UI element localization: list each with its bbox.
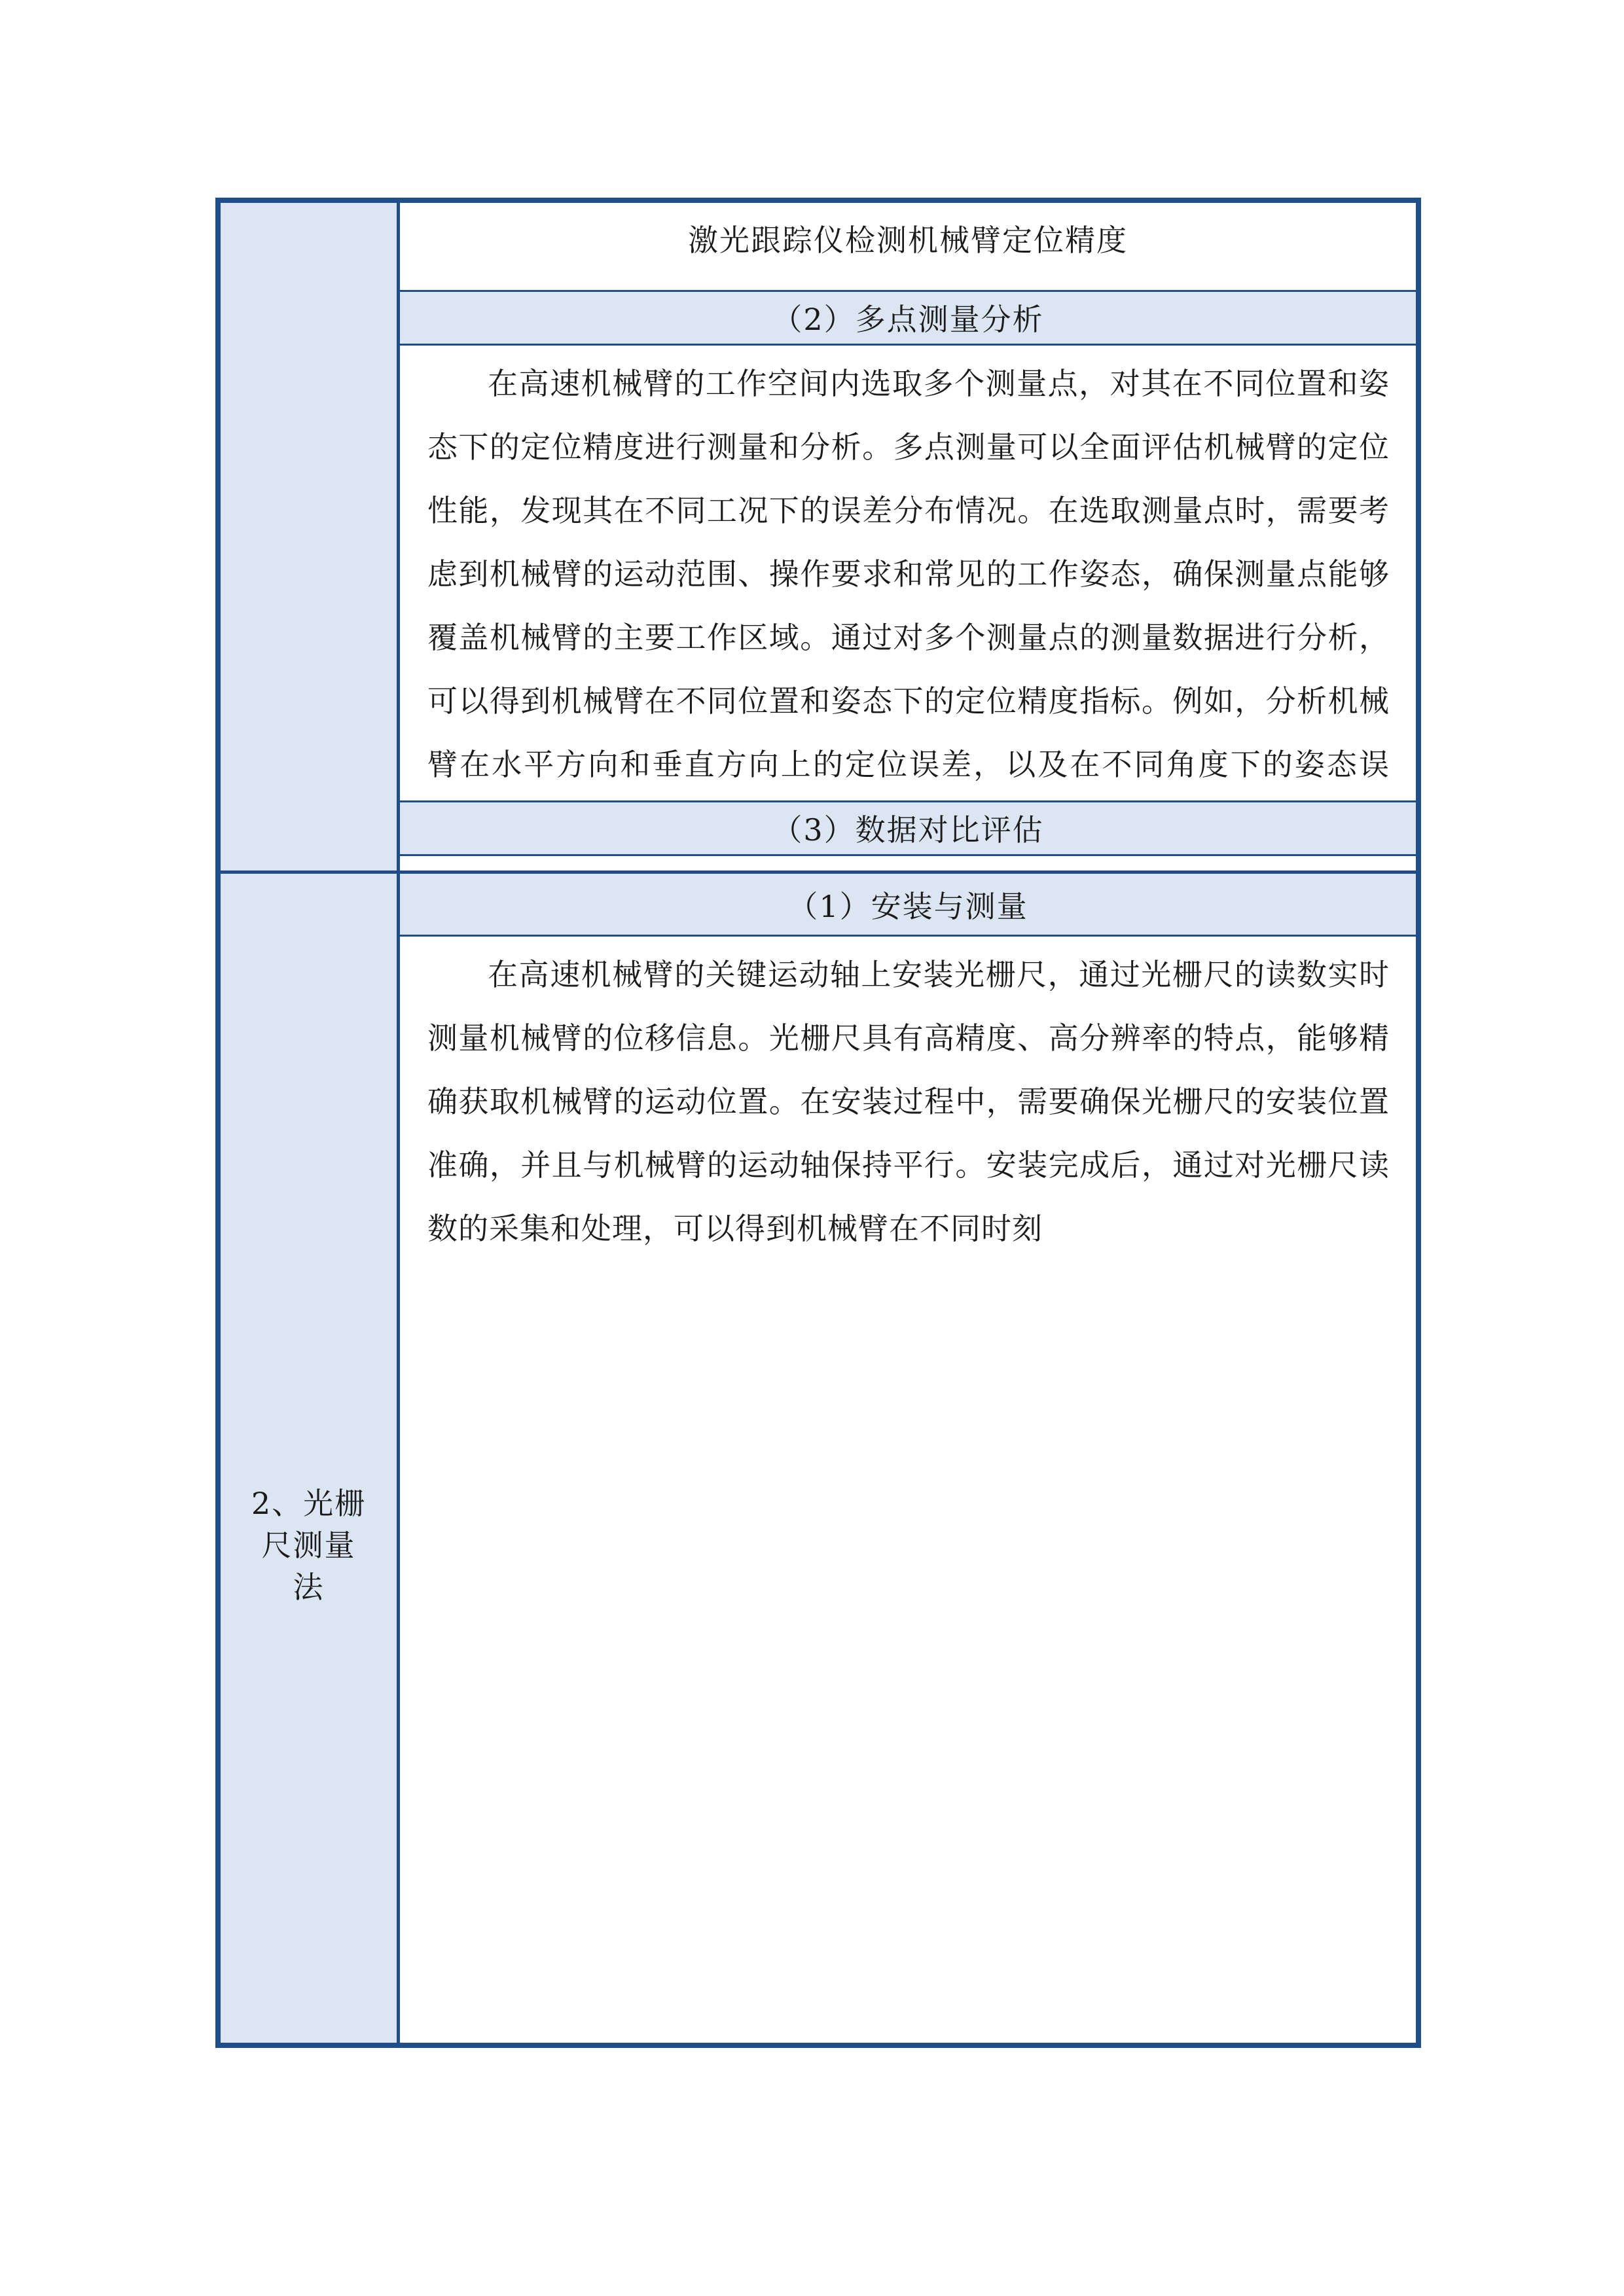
paragraph-text: 在高速机械臂的工作空间内选取多个测量点，对其在不同位置和姿态下的定位精度进行测量和分析。多点测量可以全面评估机械臂的定位性能，发现其在不同工况下的误差分布情况。在选取测量点时，需要考虑到机械臂的运动范围、操作要求和常见的工作姿态，确保测量点能够覆盖机械臂的主要工作区域。通过对多个测量点的测量数据进行分析，可以得到机械臂在不同位置和姿态下的定位精度指标。例如，分析机械臂在水平方向和垂直方向上的定位误差，以及在不同角度下的姿态误 (427, 366, 1390, 782)
method-title: 激光跟踪仪检测机械臂定位精度 (400, 203, 1416, 292)
laser-tracker-content (400, 203, 1416, 874)
section-paragraph-installation (400, 937, 1416, 2043)
paragraph-text: 在高速机械臂的关键运动轴上安装光栅尺，通过光栅尺的读数实时测量机械臂的位移信息。光栅尺具有高精度、高分辨率的特点，能够精确获取机械臂的运动位置。在安装过程中，需要确保光栅尺的安装位置准确，并且与机械臂的运动轴保持平行。安装完成后，通过对光栅尺读数的采集和处理，可以得到机械臂在不同时刻 (427, 957, 1390, 1246)
section-heading-multipoint: （2）多点测量分析 (400, 292, 1416, 346)
section-heading-installation: （1）安装与测量 (400, 874, 1416, 937)
method-label-cell-empty (221, 203, 400, 874)
paragraph-text (427, 863, 1390, 870)
method-label-grating (221, 1482, 397, 1608)
section-heading-comparison: （3）数据对比评估 (400, 802, 1416, 856)
method-label-line: 2、光栅 (251, 1486, 367, 1521)
section-paragraph-comparison (400, 856, 1416, 870)
grating-ruler-content (400, 874, 1416, 2043)
method-label-line: 法 (293, 1570, 325, 1605)
section-paragraph-multipoint (400, 346, 1416, 802)
method-table (215, 198, 1421, 2048)
method-label-cell-grating (221, 874, 400, 2043)
method-label-line: 尺测量 (261, 1528, 356, 1563)
